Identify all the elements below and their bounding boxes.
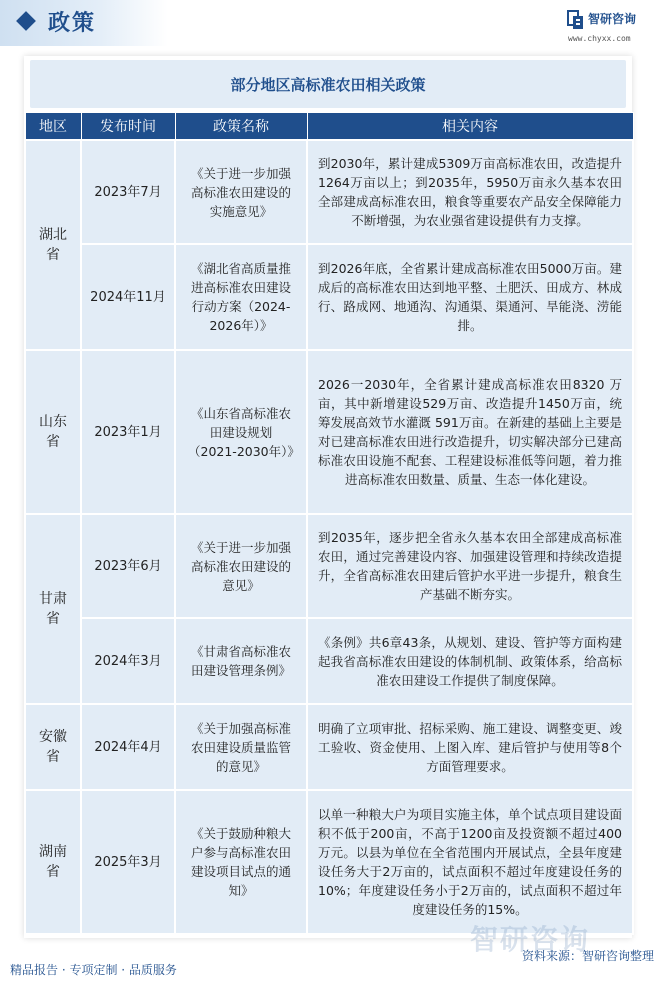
table-row: [25, 244, 633, 350]
date-cell: 2024年4月: [81, 704, 175, 790]
table-row: [25, 140, 633, 244]
header-date: 发布时间: [81, 113, 175, 141]
header-content: 相关内容: [307, 113, 633, 141]
brand-watermark: 智研咨询: [470, 923, 591, 956]
table-row: [25, 514, 633, 618]
content-cell: 2026一2030年，全省累计建成高标准农田8320 万亩，其中新增建设529万亩、改造提升1450万亩，统筹发展高效节水灌溉 591万亩。在新建的基础上主要是对已建高标准农田进行改造提升，切实解决部分已建高标准农田设施不配套、工程建设标准低等问题，着力推进高标准农田数量、质量、生态一体化建设。: [307, 350, 633, 514]
policy-name-cell: 《关于加强高标准农田建设质量监管的意见》: [175, 704, 307, 790]
date-cell: 2023年1月: [81, 350, 175, 514]
table-row: [25, 790, 633, 934]
region-cell: 湖北省: [25, 140, 81, 350]
footer-tagline: 精品报告 · 专项定制 · 品质服务: [10, 963, 177, 977]
region-cell: 甘肃省: [25, 514, 81, 704]
date-cell: 2024年11月: [81, 244, 175, 350]
date-cell: 2025年3月: [81, 790, 175, 934]
table-row: [25, 704, 633, 790]
content-cell: 明确了立项审批、招标采购、施工建设、调整变更、竣工验收、资金使用、上图入库、建后管护与使用等8个方面管理要求。: [307, 704, 633, 790]
policy-name-cell: 《关于进一步加强高标准农田建设的实施意见》: [175, 140, 307, 244]
content-cell: 《条例》共6章43条，从规划、建设、管护等方面构建起我省高标准农田建设的体制机制、政策体系，给高标准农田建设工作提供了制度保障。: [307, 618, 633, 704]
page-header: [0, 0, 664, 48]
policy-name-cell: 《山东省高标准农田建设规划（2021-2030年）》: [175, 350, 307, 514]
content-cell: 到2026年底，全省累计建成高标准农田5000万亩。建成后的高标准农田达到地平整、土肥沃、田成方、林成行、路成网、地通沟、沟通渠、渠通河、旱能浇、涝能排。: [307, 244, 633, 350]
source-note: 资料来源：智研咨询整理: [521, 949, 654, 963]
table-title: 部分地区高标准农田相关政策: [30, 60, 626, 108]
content-cell: 到2030年，累计建成5309万亩高标准农田，改造提升1264万亩以上；到2035年，5950万亩永久基本农田全部建成高标准农田，粮食等重要农产品安全保障能力不断增强，为农业强省建设提供有力支撑。: [307, 140, 633, 244]
policy-name-cell: 《关于进一步加强高标准农田建设的意见》: [175, 514, 307, 618]
policy-table: [24, 112, 634, 935]
policy-name-cell: 《关于鼓励种粮大户参与高标准农田建设项目试点的通知》: [175, 790, 307, 934]
brand-url[interactable]: www.chyxx.com: [568, 34, 631, 43]
date-cell: 2023年6月: [81, 514, 175, 618]
policy-name-cell: 《湖北省高质量推进高标准农田建设行动方案（2024-2026年）》: [175, 244, 307, 350]
chyxx-logo-icon: [567, 9, 585, 31]
header-policy-name: 政策名称: [175, 113, 307, 141]
region-cell: 山东省: [25, 350, 81, 514]
content-cell: 以单一种粮大户为项目实施主体，单个试点项目建设面积不低于200亩，不高于1200亩及投资额不超过400万元。以县为单位在全省范围内开展试点，全县年度建设任务大于2万亩的，试点面积不超过年度建设任务的10%；年度建设任务小于2万亩的，试点面积不超过年度建设任务的15%。: [307, 790, 633, 934]
region-cell: 湖南省: [25, 790, 81, 934]
date-cell: 2023年7月: [81, 140, 175, 244]
brand-name: 智研咨询: [588, 12, 637, 26]
table-row: [25, 618, 633, 704]
date-cell: 2024年3月: [81, 618, 175, 704]
content-cell: 到2035年，逐步把全省永久基本农田全部建成高标准农田，通过完善建设内容、加强建设管理和持续改造提升，全省高标准农田建后管护水平进一步提升，粮食生产基础不断夯实。: [307, 514, 633, 618]
region-cell: 安徽省: [25, 704, 81, 790]
policy-card: [24, 56, 632, 938]
policy-name-cell: 《甘肃省高标准农田建设管理条例》: [175, 618, 307, 704]
page-title: 政策: [48, 11, 97, 36]
table-row: [25, 350, 633, 514]
header-region: 地区: [25, 113, 81, 141]
table-header-row: [25, 113, 633, 141]
